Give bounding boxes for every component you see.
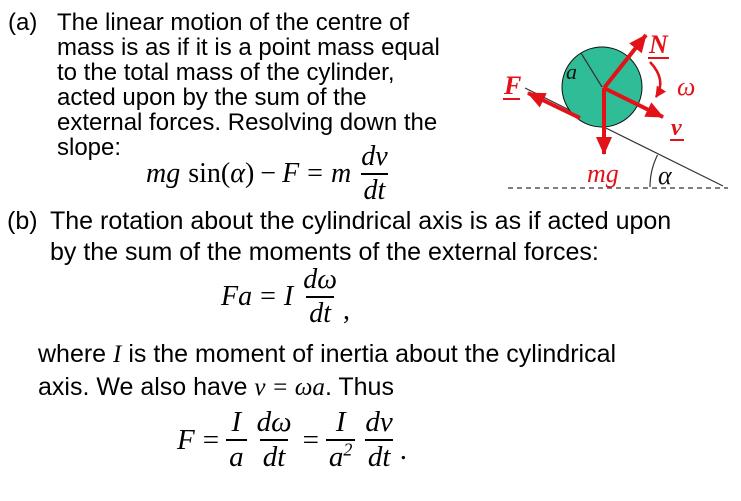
equation-resolve-slope [146,143,391,205]
eq-c-equals-1: = [202,423,220,456]
where-paragraph [38,338,616,404]
eq-c-f1-num: I [231,406,242,438]
part-b-marker: (b) [7,207,38,235]
eq-b-comma: , [343,295,351,326]
where-line [38,371,616,404]
where-text: axis. We also have [38,373,255,401]
eq-c-f3-den-sup: 2 [343,439,353,460]
eq-b-fraction [300,266,340,328]
eq-b-frac-num: dω [303,264,338,295]
label-v: v [671,115,682,141]
part-b-line: by the sum of the moments of the external forces: [50,238,599,266]
eq-c-period: . [399,433,408,466]
eq-b-I: I [283,281,294,312]
eq-b-equals: = [260,281,276,312]
eq-c-fraction-3 [326,408,355,472]
eq-a-mg: mg [146,158,181,189]
part-a-line: The linear motion of the centre of [57,9,410,36]
part-a-line: slope: [57,134,122,161]
symbol-I: I [113,341,122,368]
label-omega: ω [677,72,696,101]
eq-b-frac-den: dt [306,296,334,328]
eq-a-frac-num: dv [361,141,388,172]
eq-a-close-paren: ) [244,158,255,189]
eq-a-frac-den: dt [361,173,389,205]
eq-c-equals-2: = [302,423,319,456]
label-alpha: α [658,161,672,190]
eq-c-f2-den: dt [260,439,289,472]
eq-a-equals: = [307,158,323,189]
part-a-line: to the total mass of the cylinder, [57,59,395,86]
eq-c-fraction-1 [226,408,247,472]
part-b-paragraph [7,206,671,268]
where-line [38,338,616,371]
eq-a-F: F [282,158,300,189]
eq-c-f1-den: a [226,439,247,472]
eq-c-f3-den [326,439,355,472]
angle-arc [650,155,658,187]
eq-c-f4-den: dt [365,439,394,472]
part-a-paragraph [8,10,440,160]
eq-c-f3-num: I [335,406,346,438]
eq-a-fraction [358,143,390,205]
eq-a-alpha: α [230,158,245,189]
part-b-lines [50,206,671,268]
label-mg: mg [587,159,619,188]
part-a-line: acted upon by the sum of the [57,84,367,111]
where-text: is the moment of inertia about the cylindrical [121,340,617,368]
cylinder-on-slope-diagram [490,0,741,200]
part-a-line: mass is as if it is a point mass equal [57,34,440,61]
eq-a-sin: sin( [188,158,231,189]
symbol-v-omega-a: v = ωa [254,374,325,401]
eq-b-Fa: Fa [221,281,253,312]
part-b-line: The rotation about the cylindrical axis is as if acted upon [50,207,672,235]
eq-c-F: F [177,423,195,456]
where-text: . Thus [324,373,394,401]
rotation-arrow [650,62,660,97]
eq-c-f4-num: dv [365,406,393,438]
eq-c-f3-den-base: a [328,441,344,473]
label-N: N [649,30,668,59]
part-a-line: external forces. Resolving down the [57,109,438,136]
eq-a-minus: − [260,158,277,189]
where-text: where [38,340,114,368]
part-a-marker: (a) [8,9,38,36]
eq-a-m: m [330,158,352,189]
eq-c-fraction-4 [362,408,395,472]
eq-c-f2-num: dω [256,406,292,438]
label-F: F [504,71,522,100]
part-a-lines [57,10,440,160]
eq-c-fraction-2 [254,408,295,472]
equation-torque [221,266,350,328]
equation-final [177,408,407,472]
label-radius-a: a [566,59,577,84]
